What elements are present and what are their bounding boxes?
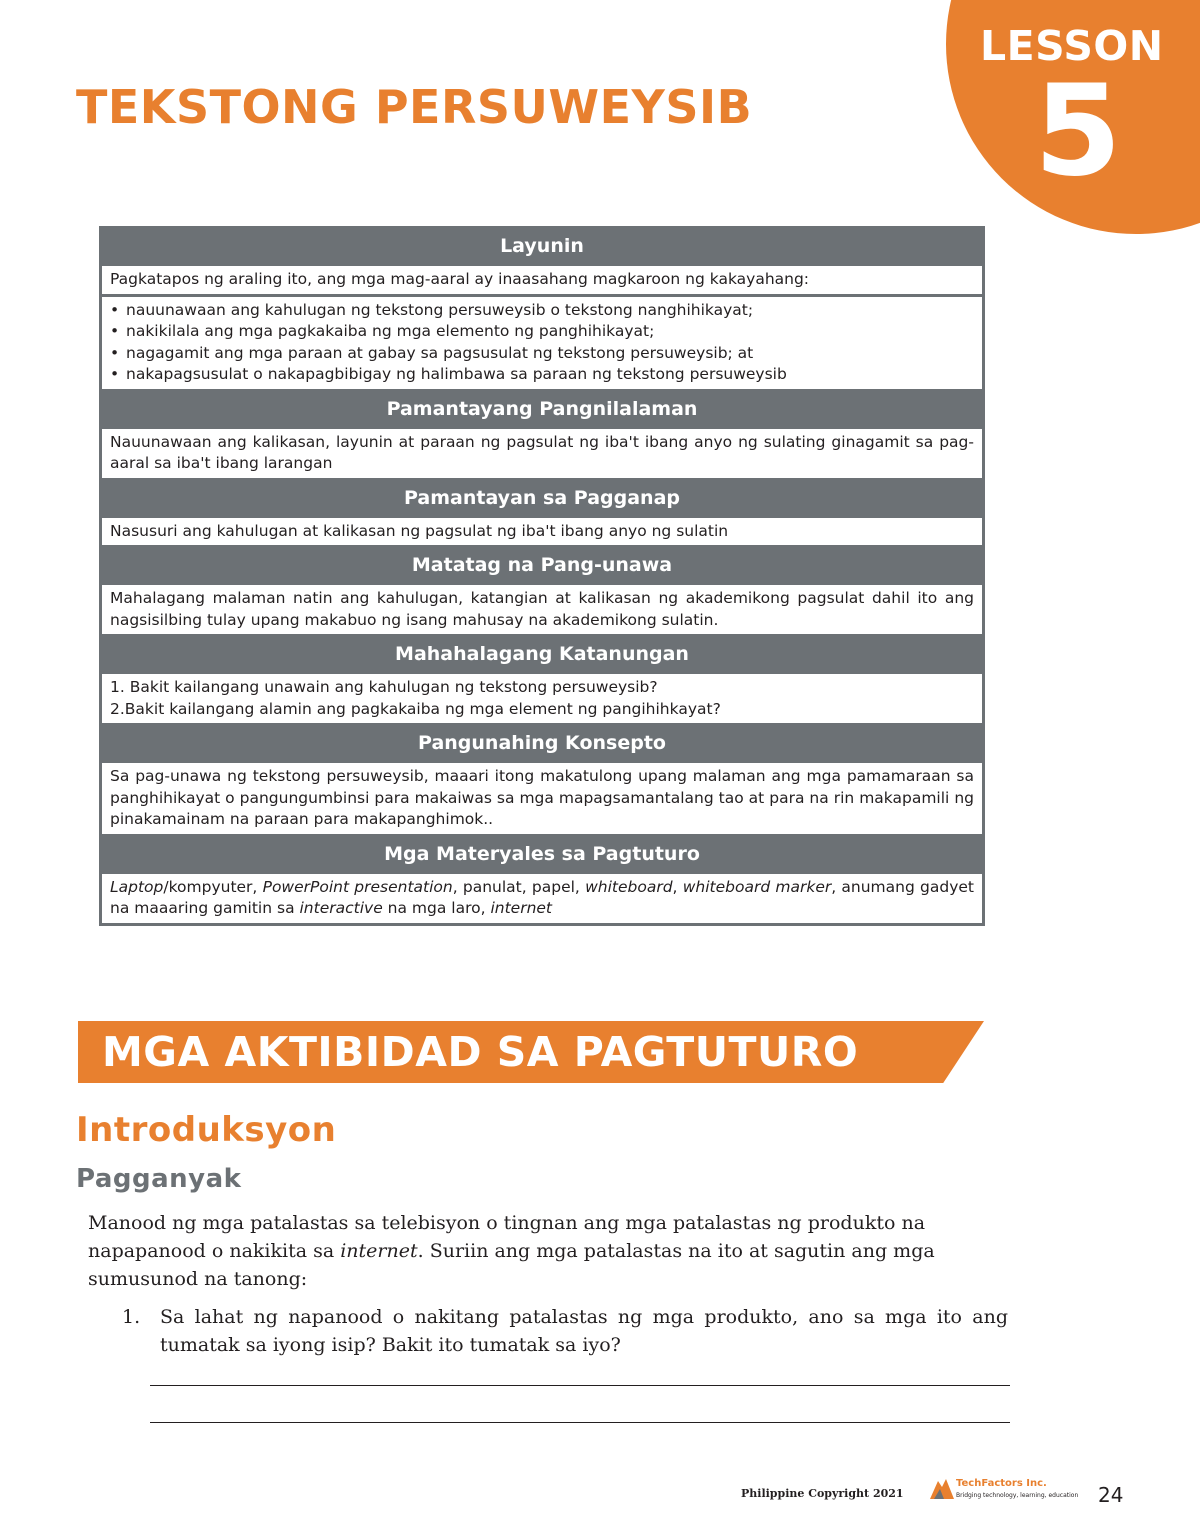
- list-item: • nakapagsusulat o nakapagbibigay ng halimbawa sa paraan ng tekstong persuweysib: [110, 364, 974, 386]
- matatag-na-pang-unawa-body: Mahalagang malaman natin ang kahulugan, katangian at kalikasan ng akademikong pagsulat dahil ito ang nagsisilbing tulay upang makabuo ng isang mahusay na akademikong sulatin.: [102, 585, 982, 634]
- materyales-text: /kompyuter,: [163, 877, 263, 896]
- paragraph-text: Manood ng mga patalastas sa telebisyon o tingnan ang mga patalastas ng produkto na napapanood o nakikita sa: [88, 1212, 926, 1262]
- mga-materyales-heading: Mga Materyales sa Pagtuturo: [384, 842, 700, 865]
- publisher-logo: [928, 1475, 1079, 1505]
- publisher-logo-icon: [928, 1475, 956, 1503]
- pangunahing-konsepto-body: Sa pag-unawa ng tekstong persuweysib, maaari itong makatulong upang malaman ang mga pamamaraan sa panghihikayat o pangungumbinsi para makaiwas sa mga mapagsamantalang tao at para na rin makapamili ng pinakamainam na paraan para makapanghimok..: [102, 763, 982, 834]
- materyales-text: interactive: [299, 899, 383, 917]
- answer-line[interactable]: [150, 1385, 1010, 1386]
- list-item: • nagagamit ang mga paraan at gabay sa pagsusulat ng tekstong persuweysib; at: [110, 343, 974, 365]
- layunin-intro: Pagkatapos ng araling ito, ang mga mag-aaral ay inaasahang magkaroon ng kakayahang:: [102, 266, 982, 294]
- materyales-text: whiteboard marker: [682, 877, 832, 896]
- list-item: • nakikilala ang mga pagkakaiba ng mga elemento ng panghihikayat;: [110, 321, 974, 343]
- section-heading: Introduksyon: [76, 1110, 337, 1150]
- pangunahing-konsepto-heading: Pangunahing Konsepto: [418, 732, 666, 754]
- answer-line[interactable]: [150, 1422, 1010, 1423]
- materyales-text: na mga laro,: [382, 899, 491, 917]
- pamantayang-pangnilalaman-heading: Pamantayang Pangnilalaman: [386, 397, 698, 420]
- page-title: TEKSTONG PERSUWEYSIB: [76, 80, 753, 134]
- instructions-paragraph: [88, 1209, 1008, 1293]
- subsection-heading: Pagganyak: [76, 1164, 242, 1194]
- question-item: 1. Bakit kailangang unawain ang kahulugan ng tekstong persuweysib?: [110, 678, 658, 696]
- lesson-label: LESSON: [980, 22, 1164, 70]
- layunin-list: [110, 300, 974, 386]
- layunin-heading: Layunin: [500, 235, 584, 257]
- layunin-list-box: [102, 297, 982, 389]
- question-text: Sa lahat ng napanood o nakitang patalastas ng mga produkto, ano sa mga ito ang tumatak sa iyong isip? Bakit ito tumatak sa iyo?: [160, 1306, 1008, 1356]
- materyales-text: , panulat, papel,: [452, 877, 586, 896]
- materyales-text: Laptop: [110, 877, 164, 896]
- copyright-text: Philippine Copyright 2021: [741, 1487, 904, 1500]
- materyales-text: internet: [490, 899, 553, 917]
- pamantayan-sa-pagganap-heading: Pamantayan sa Pagganap: [403, 486, 680, 509]
- question-number: 1.: [122, 1306, 141, 1328]
- mahahalagang-katanungan-heading: Mahahalagang Katanungan: [395, 643, 689, 665]
- pamantayan-sa-pagganap-body: Nasusuri ang kahulugan at kalikasan ng pagsulat ng iba't ibang anyo ng sulatin: [102, 518, 982, 546]
- materyales-text: whiteboard: [585, 877, 673, 896]
- materyales-text: ,: [672, 877, 683, 896]
- publisher-logo-text: TechFactors Inc.: [956, 1478, 1047, 1489]
- mahahalagang-katanungan-body: [102, 674, 982, 723]
- pamantayang-pangnilalaman-body: Nauunawaan ang kalikasan, layunin at paraan ng pagsulat ng iba't ibang anyo ng sulating ginagamit sa pag-aaral sa iba't ibang larangan: [102, 429, 982, 478]
- list-item: • nauunawaan ang kahulugan ng tekstong persuweysib o tekstong nanghihikayat;: [110, 300, 974, 322]
- paragraph-italic: internet: [340, 1240, 418, 1262]
- mga-materyales-body: [102, 874, 982, 923]
- materyales-text: PowerPoint presentation: [262, 877, 453, 896]
- activities-banner-title: MGA AKTIBIDAD SA PAGTUTURO: [102, 1028, 859, 1076]
- lesson-number: 5: [1034, 57, 1122, 204]
- matatag-na-pang-unawa-heading: Matatag na Pang-unawa: [411, 554, 673, 576]
- lesson-overview-table: [99, 226, 985, 926]
- materyales-text: , anumang gadyet na maaaring gamitin sa: [110, 877, 975, 917]
- publisher-logo-tagline: Bridging technology, learning, education: [956, 1492, 1079, 1499]
- question-item: 2.Bakit kailangang alamin ang pagkakaiba ng mga element ng pangihihkayat?: [110, 699, 721, 718]
- paragraph-text: . Suriin ang mga patalastas na ito at sagutin ang mga sumusunod na tanong:: [88, 1240, 935, 1290]
- page-number: 24: [1098, 1483, 1124, 1507]
